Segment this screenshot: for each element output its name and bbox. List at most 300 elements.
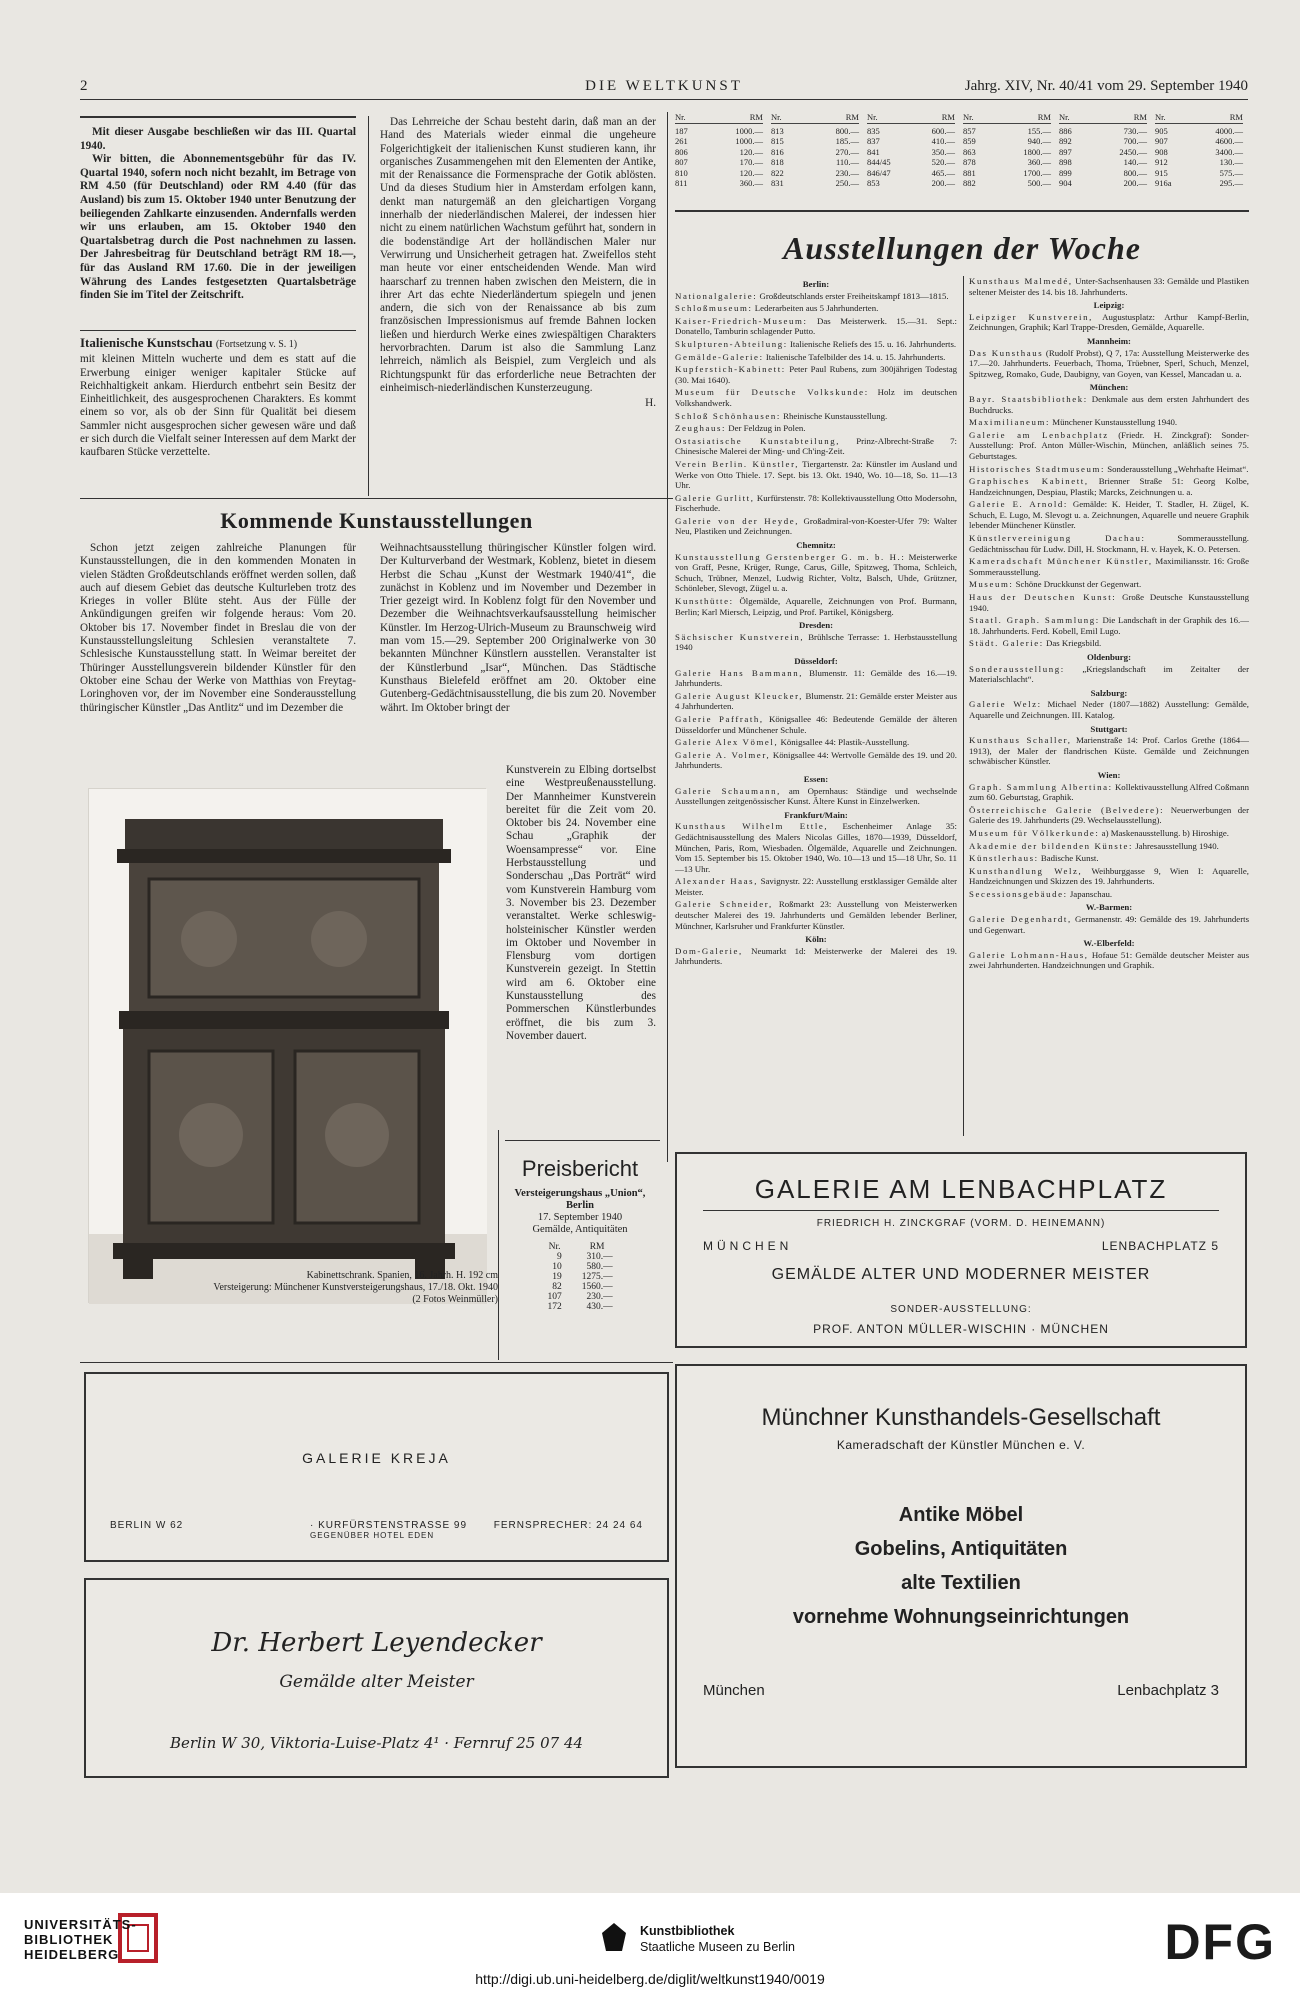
table-row bbox=[963, 168, 1051, 178]
table-row bbox=[1155, 168, 1243, 178]
column-divider bbox=[667, 112, 668, 1162]
venue-name: Kunsthandlung Welz, bbox=[969, 865, 1083, 876]
venue-name: Galerie A. Volmer, bbox=[675, 749, 771, 760]
table-row bbox=[1155, 157, 1243, 167]
venue-name: Akademie der bildenden Künste: bbox=[969, 840, 1134, 851]
exhibition-text: Sonderausstellung „Wehrhafte Heimat“. bbox=[1107, 463, 1249, 474]
table-row bbox=[1059, 126, 1147, 136]
article-text: Kunstverein zu Elbing dortselbst eine Westpreußenausstellung. Der Mannheimer Kunstverein bereitet für die Zeit vom 20. Oktober bis 24. November eine Schau „Graphik der Woensampresse“ vor. Eine Herbstausstellung und Sonderschau „Das Porträt“ wird vom Kunstverein Hamburg vom 3. November bis 23. Dezember veranstaltet. Werke schleswig-holsteinischer Künstler werden im Oktober und November in Flensburg vom dortigen Kunstverein gezeigt. In Stettin wird am 6. Oktober eine Kunstausstellung des Pommerschen Künstlerbundes eröffnet, die bis zum 3. November dauert. bbox=[506, 764, 656, 1042]
venue-name: Maximilianeum: bbox=[969, 417, 1051, 428]
exhibition-entry bbox=[675, 436, 957, 457]
table-cell: 908 bbox=[1155, 146, 1168, 157]
table-cell: 800.— bbox=[835, 126, 859, 136]
exhibition-entry bbox=[675, 387, 957, 408]
city-heading: Leipzig: bbox=[1093, 300, 1125, 311]
divider bbox=[80, 498, 673, 499]
exhibition-text: „Kriegslandschaft im Zeitalter der Materialschlacht“. bbox=[969, 663, 1249, 685]
table-cell: 3400.— bbox=[1215, 146, 1243, 157]
table-cell: 881 bbox=[963, 167, 976, 178]
venue-name: Galerie Welz: bbox=[969, 699, 1042, 710]
continued-note: (Fortsetzung v. S. 1) bbox=[215, 339, 298, 350]
dfg-logo: DFG bbox=[1164, 1914, 1276, 1970]
venue-name: Galerie Hans Bammann, bbox=[675, 667, 804, 678]
exhibition-text: Holz im deutschen Volkshandwerk. bbox=[675, 387, 957, 408]
price-block-header bbox=[1059, 112, 1147, 124]
exhibition-entry bbox=[969, 615, 1249, 636]
exhibition-text: Das Kriegsbild. bbox=[1046, 638, 1102, 649]
venue-name: Skulpturen-Abteilung: bbox=[675, 338, 788, 349]
table-cell: 170.— bbox=[739, 157, 763, 168]
col-header: RM bbox=[1229, 112, 1243, 122]
exhibition-text: Lederarbeiten aus 5 Jahrhunderten. bbox=[754, 303, 879, 314]
auction-subject: Gemälde, Antiquitäten bbox=[532, 1224, 628, 1235]
table-row: 9 310.— bbox=[556, 1252, 613, 1262]
exhibition-entry bbox=[675, 691, 957, 712]
exhibition-entry bbox=[969, 556, 1249, 577]
venue-name: Galerie Schaumann, bbox=[675, 785, 781, 796]
col-header: Nr. bbox=[675, 112, 686, 122]
exhibition-entry bbox=[675, 596, 957, 617]
exhibition-text: Sommerausstellung. Gedächtnisschau für Ludw. Dill, H. Stockmann, H. v. Hayek, K. O. Petersen. bbox=[969, 533, 1249, 554]
venue-name: Historisches Stadtmuseum: bbox=[969, 463, 1106, 474]
venue-name: Kunsthaus Schaller, bbox=[969, 735, 1072, 746]
venue-name: Künstlerhaus: bbox=[969, 853, 1039, 864]
exhibition-text: Der Feldzug in Polen. bbox=[728, 423, 806, 434]
cabinet-photo bbox=[88, 788, 486, 1303]
table-cell: 892 bbox=[1059, 136, 1072, 147]
divider bbox=[703, 1210, 1219, 1211]
article-text: Das Lehrreiche der Schau besteht darin, daß man an der Hand des Materials wieder einmal die ungeheure Folgerichtigkeit der italienischen Kunst studieren kann, ihr organisches Zusammengehen mit den Elementen der Antike, mit der Renaissance die Formensprache der Gotik ablösten. Und da dieses Studium hier in Amsterdam erfolgen kann, denkt man naturgemäß an den gleichartigen Vorgang innerhalb der niederländischen Malerei, der indessen hier nicht zu einem natürlichen Wachstum geführt hat, sondern in die bodenständige Art der holländischen Maler nur Verwirrung und Unsicherheit getragen hat. Zweifellos steht man heute vor einer entscheidenden Wende. Man wird haarscharf zu trennen haben zwischen den Meistern, die in ihrer Art das echte Niederländertum spiegeln und jenen andern, die sich von der Renaissance ab bis zum französischen Impressionismus auf fremde Bahnen locken ließen und hierdurch Werke eines zwiespältigen Charakters hervorbrachten. Darum ist also die Sammlung Lanz lehrreich, nämlich als Beispiel, zum Vergleich und als Richtungspunkt für das erforderliche neue Betrachten der einheimisch-niederländischen Kunsterzeugung. bbox=[380, 116, 656, 394]
exhibition-text: Das Meisterwerk. 15.—31. Sept.: Donatello, Tamburin schlagender Putto. bbox=[675, 315, 957, 337]
exhibition-entry bbox=[969, 914, 1249, 935]
table-cell: 899 bbox=[1059, 167, 1072, 178]
price-block-header bbox=[1155, 112, 1243, 124]
exhibition-entry bbox=[675, 821, 957, 874]
table-cell: 844/45 bbox=[867, 157, 891, 168]
city-heading: Köln: bbox=[805, 934, 827, 945]
table-row: 10 580.— bbox=[552, 1262, 613, 1272]
table-cell: 822 bbox=[771, 167, 784, 178]
price-block-header bbox=[675, 112, 763, 124]
exhibition-entry bbox=[675, 714, 957, 735]
ad-sub: GEGENÜBER HOTEL EDEN bbox=[310, 1531, 435, 1540]
exhibition-entry bbox=[969, 430, 1249, 462]
venue-name: Leipziger Kunstverein, bbox=[969, 311, 1093, 322]
table-cell: 813 bbox=[771, 126, 784, 136]
exhibition-text: Jahresausstellung 1940. bbox=[1135, 840, 1219, 851]
exhibition-entry bbox=[675, 411, 957, 422]
table-cell: 940.— bbox=[1027, 136, 1051, 147]
article-text: Schon jetzt zeigen zahlreiche Planungen für Kunstausstellungen, die in den kommenden Monaten in vielen Städten Großdeutschlands eröffnet werden sollen, daß auch auf diesem Gebiet das deutsche Kulturleben trotz des Krieges in voller Blüte steht. Aus der Fülle der Ankündigungen greifen wir folgende heraus: Vom 20. Oktober bis 17. November findet in Breslau die von der Kunstausstellungsleitung Schlesien veranstaltete 7. Schlesische Kunstausstellung statt. In Weimar bereitet der Thüringer Ausstellungsverein bildender Künstler für den Oktober eine Schau der Werke von Matthias von Freytag-Loringhoven vor, der im November eine Sonderausstellung thüringischer Künstler „Das Antlitz“ und im Dezember die bbox=[80, 542, 356, 714]
exhibition-text: Königsallee 46: Bedeutende Gemälde der älteren Düsseldorfer und Münchener Schule. bbox=[675, 713, 957, 735]
ad-sub: Kameradschaft der Künstler München e. V. bbox=[836, 1438, 1086, 1452]
venue-name: Nationalgalerie: bbox=[675, 290, 758, 301]
kommende-col2 bbox=[380, 542, 656, 764]
venue-name: Das Kunsthaus bbox=[969, 347, 1044, 358]
table-cell: 841 bbox=[867, 146, 880, 157]
table-cell: 155.— bbox=[1027, 126, 1051, 136]
table-row bbox=[963, 157, 1051, 167]
venue-name: Haus der Deutschen Kunst: bbox=[969, 592, 1117, 603]
exhibition-entry bbox=[675, 459, 957, 491]
table-cell: 110.— bbox=[835, 157, 859, 168]
exhibition-entry bbox=[969, 853, 1249, 864]
exhibition-entry bbox=[675, 786, 957, 807]
exhibition-text: am Opernhaus: Ständige und wechselnde Ausstellungen zeitgenössischer Kunst. Ältere Kunst in Einzelwerken. bbox=[675, 785, 957, 807]
exhibition-text: Meisterwerke von Graff, Pesne, Krüger, Runge, Carus, Gille, Spitzweg, Thoma, Schleich, Schuch, Trübner, Menzel, Ludwig Richter, Voltz, Balsch, Uhde, Grützner, Schönleber, Slevogt, Zügel u. a. bbox=[675, 551, 957, 594]
table-cell: 811 bbox=[675, 178, 688, 189]
col-header: RM bbox=[1037, 112, 1051, 122]
notice-paragraph: Mit dieser Ausgabe beschließen wir das III. Quartal 1940. bbox=[80, 126, 356, 152]
table-row bbox=[1155, 178, 1243, 188]
table-cell: 520.— bbox=[931, 157, 955, 168]
exhibition-entry bbox=[969, 950, 1249, 971]
exhibition-text: Schöne Druckkunst der Gegenwart. bbox=[1015, 579, 1142, 590]
exhibition-text: Prinz-Albrecht-Straße 7: Chinesische Malerei der Ming- und Ch'ing-Zeit. bbox=[675, 435, 957, 457]
col-header: Nr. bbox=[963, 112, 974, 122]
divider bbox=[505, 1140, 660, 1141]
table-cell: 130.— bbox=[1219, 157, 1243, 168]
venue-name: Galerie Alex Vömel, bbox=[675, 737, 779, 748]
table-cell: 200.— bbox=[931, 178, 955, 189]
table-row bbox=[675, 126, 763, 136]
city-heading: Berlin: bbox=[802, 279, 830, 289]
exhibition-entry bbox=[675, 364, 957, 385]
exhibition-entry bbox=[969, 866, 1249, 887]
table-cell: 1000.— bbox=[735, 136, 763, 147]
kommende-col2b bbox=[506, 764, 656, 1126]
exhibition-entry bbox=[969, 579, 1249, 590]
exhibitions-right bbox=[969, 276, 1249, 1136]
exhibition-text: Kurfürstenstr. 78: Kollektivausstellung Otto Modersohn, Fischerhude. bbox=[675, 492, 957, 514]
table-row bbox=[1059, 147, 1147, 157]
table-cell: 1800.— bbox=[1023, 146, 1051, 157]
ad-street: · KURFÜRSTENSTRASSE 99 bbox=[310, 1520, 468, 1531]
table-row bbox=[675, 168, 763, 178]
table-cell: 846/47 bbox=[867, 167, 891, 178]
exhibition-text: Germanenstr. 49: Gemälde des 19. Jahrhunderts und Gegenwart. bbox=[969, 914, 1249, 935]
table-row bbox=[675, 157, 763, 167]
table-cell: 600.— bbox=[931, 126, 955, 136]
ad-phone: FERNSPRECHER: 24 24 64 bbox=[493, 1520, 643, 1531]
table-row: 107 230.— bbox=[547, 1292, 613, 1302]
col-header: RM bbox=[845, 112, 859, 122]
table-row: 82 1560.— bbox=[552, 1282, 613, 1292]
table-cell: 2450.— bbox=[1119, 146, 1147, 157]
exhibition-entry bbox=[969, 417, 1249, 428]
venue-name: Graph. Sammlung Albertina: bbox=[969, 781, 1113, 792]
ad-address: BERLIN W 62 bbox=[110, 1520, 184, 1531]
city-heading: München: bbox=[1089, 382, 1129, 393]
table-cell: 837 bbox=[867, 136, 880, 147]
table-row bbox=[771, 136, 859, 146]
table-row bbox=[963, 147, 1051, 157]
table-row bbox=[771, 147, 859, 157]
newspaper-title: DIE WELTKUNST bbox=[585, 78, 743, 94]
photo-caption bbox=[86, 1270, 498, 1306]
col-header: RM bbox=[941, 112, 955, 122]
ad-prof: PROF. ANTON MÜLLER-WISCHIN · MÜNCHEN bbox=[813, 1322, 1109, 1336]
exhibition-entry bbox=[675, 493, 957, 514]
exhibition-text: Peter Paul Rubens, zum 300jährigen Todestag (30. Mai 1640). bbox=[675, 364, 957, 385]
city-heading: Chemnitz: bbox=[796, 540, 836, 551]
city-heading: Salzburg: bbox=[1090, 687, 1128, 698]
city-heading: W.-Barmen: bbox=[1085, 902, 1133, 913]
ad-owner: FRIEDRICH H. ZINCKGRAF (VORM. D. HEINEMANN) bbox=[816, 1218, 1106, 1229]
venue-name: Ostasiatische Kunstabteilung, bbox=[675, 435, 840, 446]
venue-name: Gemälde-Galerie: bbox=[675, 351, 764, 362]
exhibition-text: Tiergartenstr. 2a: Künstler im Ausland und Werke von Otto Thiele. 17. Sept. bis 13. Okt. 1940, Wo. 10—18, So. 11—13 Uhr. bbox=[675, 458, 957, 491]
table-row bbox=[867, 126, 955, 136]
auction-house: Versteigerungshaus „Union“, Berlin bbox=[514, 1188, 646, 1211]
exhibition-text: Gemälde: K. Heider, T. Stadler, H. Zügel, K. Schuch, E. Lugo, M. Slevogt u. a. Zeichnungen, Aquarelle und neuere Graphik lebender Münchener Künstler. bbox=[969, 499, 1249, 531]
venue-name: Kunsthaus Wilhelm Ettle, bbox=[675, 821, 829, 832]
exhibition-text: Brienner Straße 51: Georg Kolbe, Handzeichnungen, Despiau, Plastik; Marcks, Zeichnungen u. a. bbox=[969, 476, 1249, 497]
table-cell: 807 bbox=[675, 157, 688, 168]
table-cell: 465.— bbox=[931, 167, 955, 178]
exhibition-text: Marienstraße 14: Prof. Carlos Grethe (1864—1913), der Maler der flandrischen Küste. Gemälde und Zeichnungen schwäbischer Künstler. bbox=[969, 735, 1249, 767]
column-divider bbox=[963, 276, 964, 1136]
exhibition-text: Michael Neder (1807—1882) Ausstellung: Gemälde, Aquarelle und Zeichnungen. III. Katalog. bbox=[969, 699, 1249, 720]
table-cell: 800.— bbox=[1123, 167, 1147, 178]
city-heading: Dresden: bbox=[798, 620, 834, 631]
exhibition-entry bbox=[969, 889, 1249, 900]
table-cell: 904 bbox=[1059, 178, 1072, 189]
table-cell: 230.— bbox=[835, 167, 859, 178]
venue-name: Alexander Haas, bbox=[675, 876, 759, 887]
table-row: 19 1275.— bbox=[552, 1272, 613, 1282]
exhibition-entry bbox=[969, 276, 1249, 297]
lanz-article bbox=[380, 116, 656, 496]
venue-name: Museum: bbox=[969, 579, 1014, 590]
exhibition-entry bbox=[969, 828, 1249, 839]
table-cell: 905 bbox=[1155, 126, 1168, 136]
table-cell: 187 bbox=[675, 126, 688, 136]
page-header bbox=[80, 78, 1248, 100]
table-row bbox=[963, 136, 1051, 146]
caption-line: Versteigerung: Münchener Kunstversteigerungshaus, 17./18. Okt. 1940 bbox=[213, 1282, 498, 1293]
preisbericht-title: Preisbericht bbox=[521, 1156, 639, 1181]
article-heading: Italienische Kunstschau bbox=[80, 336, 213, 350]
venue-name: Galerie E. Arnold: bbox=[969, 499, 1068, 510]
cabinet-illustration bbox=[89, 789, 487, 1304]
venue-name: Dom-Galerie, bbox=[675, 945, 743, 956]
divider bbox=[80, 330, 356, 331]
table-row bbox=[1059, 178, 1147, 188]
table-row bbox=[963, 178, 1051, 188]
table-row bbox=[675, 147, 763, 157]
ad-item: alte Textilien bbox=[901, 1572, 1021, 1594]
venue-name: Kunsthaus Malmedé, bbox=[969, 276, 1073, 286]
exhibition-entry bbox=[675, 632, 957, 653]
venue-name: Kupferstich-Kabinett: bbox=[675, 364, 786, 375]
exhibition-text: Augustusplatz: Arthur Kampf-Berlin, Zeichnungen, Graphik; Karl Trappe-Dresden, Gemälde, Aquarelle. bbox=[969, 311, 1249, 333]
venue-name: Sächsischer Kunstverein, bbox=[675, 631, 805, 642]
table-row bbox=[771, 178, 859, 188]
col-header: Nr. bbox=[867, 112, 878, 122]
venue-name: Künstlervereinigung Dachau: bbox=[969, 533, 1146, 544]
venue-name: Österreichische Galerie (Belvedere): bbox=[969, 804, 1165, 815]
ad-name: Münchner Kunsthandels-Gesellschaft bbox=[761, 1404, 1161, 1431]
venue-name: Museum für Deutsche Volkskunde: bbox=[675, 387, 869, 398]
exhibition-entry bbox=[675, 316, 957, 337]
exhibition-text: Ölgemälde, Aquarelle, Zeichnungen von Prof. Burmann, Berlin; Karl Miersch, Leipzig, und Prof. Partikel, Königsberg. bbox=[675, 596, 957, 617]
venue-name: Bayr. Staatsbibliothek: bbox=[969, 393, 1088, 404]
table-cell: 806 bbox=[675, 146, 688, 157]
exhibition-text: Rheinische Kunstausstellung. bbox=[783, 410, 888, 421]
col-header: Nr. bbox=[1059, 112, 1070, 122]
city-heading: Düsseldorf: bbox=[794, 656, 838, 666]
exhibition-entry bbox=[675, 668, 957, 689]
table-row bbox=[1059, 168, 1147, 178]
preis-table bbox=[537, 1242, 622, 1312]
city-heading: Oldenburg: bbox=[1087, 652, 1131, 662]
exhibition-text: Neumarkt 1d: Meisterwerke der Malerei des 19. Jahrhunderts. bbox=[675, 945, 957, 967]
ad-address: Berlin W 30, Viktoria-Luise-Platz 4¹ · Fernruf 25 07 44 bbox=[169, 1734, 584, 1752]
exhibition-text: Brühlsche Terrasse: 1. Herbstausstellung 1940 bbox=[675, 631, 957, 653]
col-header: RM bbox=[589, 1242, 605, 1252]
exhibition-entry bbox=[969, 499, 1249, 531]
col-header: RM bbox=[749, 112, 763, 122]
table-cell: 853 bbox=[867, 178, 880, 189]
exhibition-entry bbox=[969, 394, 1249, 415]
table-cell: 898 bbox=[1059, 157, 1072, 168]
table-cell: 915 bbox=[1155, 167, 1168, 178]
exhibition-entry bbox=[969, 735, 1249, 767]
exhibition-text: (Rudolf Probst), Q 7, 17a: Ausstellung Meisterwerke des 17.—20. Jahrhunderts. Feuerbach, Thoma, Trüebner, Sperl, Schuch, Menzel, Spitzweg, Romako, Gude, Daubigny, van Goyen, van Kessel, Mancadan u. a. bbox=[969, 347, 1249, 379]
kommende-title: Kommende Kunstausstellungen bbox=[220, 508, 533, 533]
exhibition-entry bbox=[675, 946, 957, 967]
col-header: Nr. bbox=[1155, 112, 1166, 122]
exhibition-text: Großadmiral-von-Koester-Ufer 79: Walter Neu, Plastiken und Zeichnungen. bbox=[675, 515, 957, 537]
venue-name: Kunstausstellung Gerstenberger G. m. b. H.: bbox=[675, 551, 906, 562]
exhibition-text: Die Landschaft in der Graphik des 16.—18. Jahrhunderts. Ferd. Kobell, Emil Lugo. bbox=[969, 615, 1249, 636]
exhibition-text: Königsallee 44: Plastik-Ausstellung. bbox=[780, 737, 910, 748]
exhibition-text: Königsallee 44: Wertvolle Gemälde des 19. und 20. Jahrhunderts. bbox=[675, 749, 957, 771]
table-row bbox=[771, 126, 859, 136]
venue-name: Sonderausstellung: bbox=[969, 663, 1065, 674]
exhibition-text: Italienische Reliefs des 15. u. 16. Jahrhunderts. bbox=[789, 338, 957, 349]
venue-name: Museum für Völkerkunde: bbox=[969, 827, 1100, 838]
page-number: 2 bbox=[80, 78, 88, 94]
venue-name: Städt. Galerie: bbox=[969, 638, 1044, 649]
table-cell: 730.— bbox=[1123, 126, 1147, 136]
exhibition-entry bbox=[675, 750, 957, 771]
price-block-header bbox=[771, 112, 859, 124]
table-cell: 878 bbox=[963, 157, 976, 168]
table-row bbox=[867, 157, 955, 167]
city-heading: W.-Elberfeld: bbox=[1083, 938, 1135, 949]
ad-sonder: SONDER-AUSSTELLUNG: bbox=[890, 1304, 1032, 1315]
auction-date: 17. September 1940 bbox=[537, 1212, 623, 1223]
exhibition-entry bbox=[969, 699, 1249, 720]
exhibition-entry bbox=[675, 291, 957, 302]
venue-name: Galerie Gurlitt, bbox=[675, 492, 755, 503]
exhibition-entry bbox=[675, 737, 957, 748]
venue-name: Galerie Schneider, bbox=[675, 899, 773, 910]
exhibition-entry bbox=[969, 841, 1249, 852]
kommende-col1 bbox=[80, 542, 356, 778]
table-row bbox=[1059, 157, 1147, 167]
price-block bbox=[1155, 112, 1243, 188]
table-row bbox=[867, 147, 955, 157]
exhibitions-left bbox=[675, 276, 957, 1136]
table-row bbox=[963, 126, 1051, 136]
exhibition-text: Kollektivausstellung Alfred Coßmann zum 60. Geburtstag, Graphik. bbox=[969, 781, 1249, 803]
table-cell: 897 bbox=[1059, 146, 1072, 157]
source-url[interactable]: http://digi.ub.uni-heidelberg.de/diglit/weltkunst1940/0019 bbox=[475, 1971, 825, 1987]
col-header: RM bbox=[1133, 112, 1147, 122]
table-cell: 261 bbox=[675, 136, 688, 147]
table-cell: 857 bbox=[963, 126, 976, 136]
exhibition-text: Maximiliansstr. 16: Große Sommerausstellung. bbox=[969, 556, 1249, 577]
kunstbibliothek-logo: Kunstbibliothek Staatliche Museen zu Berlin bbox=[640, 1924, 795, 1954]
table-row bbox=[771, 157, 859, 167]
table-cell: 575.— bbox=[1219, 167, 1243, 178]
exhibition-text: Hofaue 51: Gemälde deutscher Meister aus zwei Jahrhunderten. Handzeichnungen und Graphik. bbox=[969, 949, 1249, 971]
venue-name: Kunsthütte: bbox=[675, 596, 734, 607]
table-cell: 120.— bbox=[739, 167, 763, 178]
author-sign: H. bbox=[645, 397, 656, 410]
table-row bbox=[1059, 136, 1147, 146]
table-cell: 1000.— bbox=[735, 126, 763, 136]
table-row bbox=[1155, 126, 1243, 136]
exhibition-entry bbox=[675, 516, 957, 537]
subscription-notice bbox=[80, 116, 356, 303]
ad-leyendecker bbox=[84, 1578, 669, 1778]
exhibition-entry bbox=[969, 464, 1249, 475]
table-row bbox=[867, 136, 955, 146]
price-table bbox=[675, 112, 1249, 204]
price-block bbox=[867, 112, 955, 188]
ad-name: GALERIE AM LENBACHPLATZ bbox=[754, 1174, 1168, 1204]
city-heading: Wien: bbox=[1097, 769, 1121, 780]
city-heading: Mannheim: bbox=[1087, 335, 1131, 346]
exhibition-text: Italienische Tafelbilder des 14. u. 15. Jahrhunderts. bbox=[765, 351, 946, 362]
table-cell: 360.— bbox=[1027, 157, 1051, 168]
divider bbox=[675, 210, 1249, 212]
article-text: Weihnachtsausstellung thüringischer Künstler folgen wird. Der Kulturverband der Westmark, Koblenz, bietet in diesem Herbst die Schau „Kunst der Westmark 1940/41“, die zunächst in Koblenz und im November und Dezember in Trier gezeigt wird. In Koblenz folgt für den November und Dezember die Weihnachtsverkaufsausstellung heimischer Künstler. Im Herzog-Ulrich-Museum zu Braunschweig wird man vom 15.—29. September 200 Originalwerke von 30 bekannten Münchner Künstlern ausstellen. Veranstalter ist der Künstlerbund „Isar“, München. Das Städtische Kunsthaus Bielefeld eröffnet am 20. Oktober eine Gutenberg-Gedächtnisausstellung, die bis zum 20. November währt. Im Oktober bringt der bbox=[380, 542, 656, 714]
exhibition-text: Großdeutschlands erster Freiheitskampf 1813—1815. bbox=[759, 290, 949, 301]
venue-name: Graphisches Kabinett, bbox=[969, 476, 1089, 487]
column-divider bbox=[368, 116, 369, 496]
exhibition-entry bbox=[969, 805, 1249, 826]
eagle-emblem-icon bbox=[596, 1919, 632, 1957]
table-row bbox=[867, 178, 955, 188]
table-cell: 912 bbox=[1155, 157, 1168, 168]
table-row bbox=[771, 168, 859, 178]
table-cell: 140.— bbox=[1123, 157, 1147, 168]
table-cell: 500.— bbox=[1027, 178, 1051, 189]
table-row bbox=[867, 168, 955, 178]
ad-city: MÜNCHEN bbox=[703, 1239, 793, 1253]
table-row bbox=[675, 178, 763, 188]
ad-galerie-kreja bbox=[84, 1372, 669, 1562]
ad-item: vornehme Wohnungseinrichtungen bbox=[792, 1606, 1130, 1628]
exhibition-text: Unter-Sachsenhausen 33: Gemälde und Plastiken seltener Meister des 14. bis 18. Jahrhunderts. bbox=[969, 276, 1249, 297]
table-cell: 1700.— bbox=[1023, 167, 1051, 178]
ad-item: Gobelins, Antiquitäten bbox=[854, 1538, 1068, 1560]
table-cell: 700.— bbox=[1123, 136, 1147, 147]
exhibition-text: a) Maskenausstellung. b) Hiroshige. bbox=[1101, 827, 1229, 838]
venue-name: Galerie Paffrath, bbox=[675, 713, 764, 724]
venue-name: Galerie Degenhardt, bbox=[969, 914, 1072, 925]
table-cell: 4000.— bbox=[1215, 126, 1243, 136]
venue-name: Verein Berlin. Künstler, bbox=[675, 458, 800, 469]
table-cell: 295.— bbox=[1219, 178, 1243, 189]
venue-name: Kaiser-Friedrich-Museum: bbox=[675, 315, 808, 326]
venue-name: Staatl. Graph. Sammlung: bbox=[969, 615, 1100, 626]
